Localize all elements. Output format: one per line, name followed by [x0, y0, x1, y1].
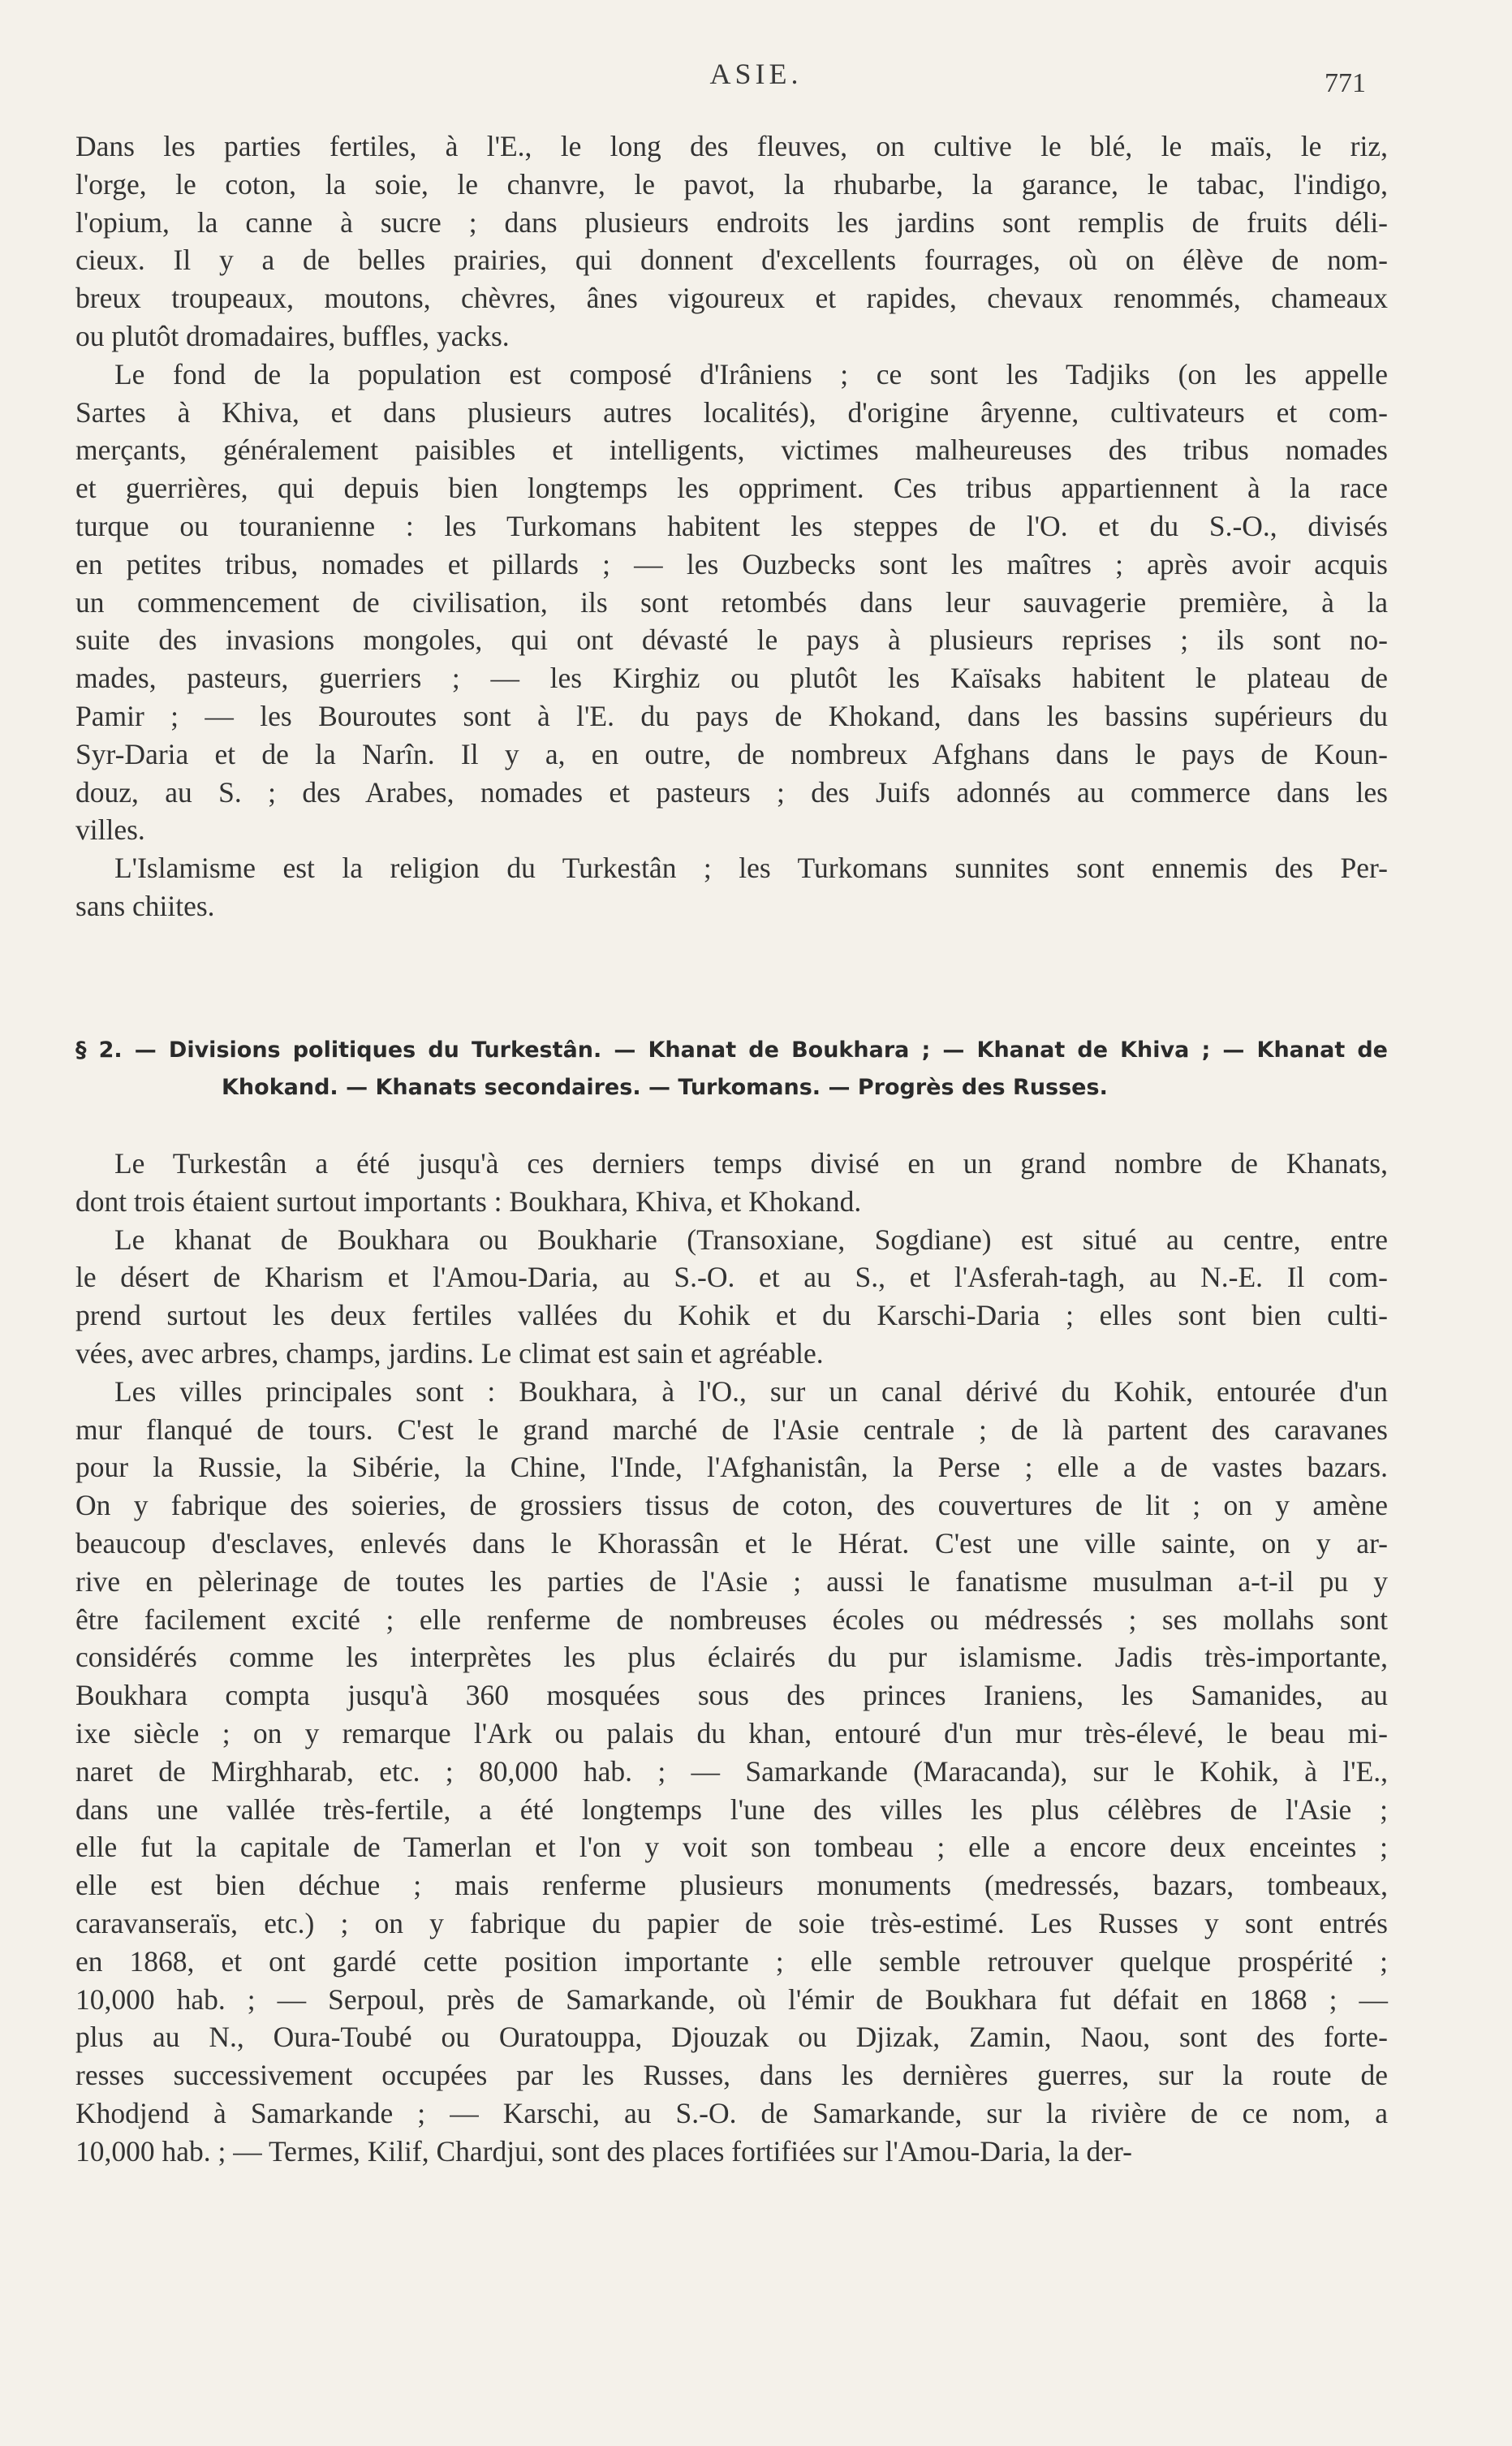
- text-line: villes.: [75, 813, 145, 847]
- page-number: 771: [1325, 68, 1366, 98]
- text-block-lower: [75, 1145, 1388, 2171]
- text-line: un commencement de civilisation, ils sont retombés dans leur sauvagerie première, à la: [75, 585, 1388, 619]
- text-line: Le Turkestân a été jusqu'à ces derniers temps divisé en un grand nombre de Khanats,: [114, 1147, 1388, 1180]
- text-line: être facilement excité ; elle renferme de nombreuses écoles ou médressés ; ses mollahs sont: [75, 1603, 1388, 1636]
- text-block-upper: [75, 127, 1388, 925]
- text-line: douz, au S. ; des Arabes, nomades et pasteurs ; des Juifs adonnés au commerce dans les: [75, 775, 1388, 809]
- text-line: naret de Mirghharab, etc. ; 80,000 hab. ; — Samarkande (Maracanda), sur le Kohik, à l'E.,: [75, 1754, 1388, 1788]
- text-line: Pamir ; — les Bouroutes sont à l'E. du pays de Khokand, dans les bassins supérieurs du: [75, 699, 1388, 732]
- text-line: mur flanqué de tours. C'est le grand marché de l'Asie centrale ; de là partent des caravanes: [75, 1413, 1388, 1446]
- text-line: L'Islamisme est la religion du Turkestân ; les Turkomans sunnites sont ennemis des Per-: [114, 852, 1388, 885]
- text-line: Le fond de la population est composé d'Irâniens ; ce sont les Tadjiks (on les appelle: [114, 357, 1388, 390]
- text-line: le désert de Kharism et l'Amou-Daria, au S.-O. et au S., et l'Asferah-tagh, au N.-E. Il com-: [75, 1261, 1388, 1294]
- text-line: plus au N., Oura-Toubé ou Ouratouppa, Djouzak ou Djizak, Zamin, Naou, sont des forte-: [75, 2021, 1388, 2054]
- text-line: Dans les parties fertiles, à l'E., le long des fleuves, on cultive le blé, le maïs, le riz,: [75, 130, 1388, 162]
- page-header: [0, 57, 1512, 106]
- paragraph: [75, 356, 1388, 849]
- text-line: pour la Russie, la Sibérie, la Chine, l'Inde, l'Afghanistân, la Perse ; elle a de vastes bazars.: [75, 1451, 1388, 1484]
- text-line: vées, avec arbres, champs, jardins. Le climat est sain et agréable.: [75, 1336, 824, 1370]
- text-line: Les villes principales sont : Boukhara, à l'O., sur un canal dérivé du Kohik, entourée d'un: [114, 1374, 1388, 1408]
- page-title: ASIE.: [709, 58, 803, 90]
- text-line: ixe siècle ; on y remarque l'Ark ou palais du khan, entouré d'un mur très-élevé, le beau mi-: [75, 1716, 1388, 1749]
- text-line: Le khanat de Boukhara ou Boukharie (Transoxiane, Sogdiane) est situé au centre, entre: [114, 1223, 1388, 1256]
- text-line: et guerrières, qui depuis bien longtemps les oppriment. Ces tribus appartiennent à la race: [75, 472, 1388, 505]
- section-heading-line: Khokand. — Khanats secondaires. — Turkomans. — Progrès des Russes.: [222, 1075, 1108, 1100]
- text-line: rive en pèlerinage de toutes les parties de l'Asie ; aussi le fanatisme musulman a-t-il pu y: [75, 1564, 1388, 1598]
- text-line: ou plutôt dromadaires, buffles, yacks.: [75, 319, 510, 352]
- text-line: Boukhara compta jusqu'à 360 mosquées sous des princes Iraniens, les Samanides, au: [75, 1679, 1388, 1712]
- text-line: mades, pasteurs, guerriers ; — les Kirghiz ou plutôt les Kaïsaks habitent le plateau de: [75, 662, 1388, 695]
- text-line: l'opium, la canne à sucre ; dans plusieurs endroits les jardins sont remplis de fruits déli-: [75, 205, 1388, 239]
- paragraph: [75, 1221, 1388, 1373]
- section-heading-line: § 2. — Divisions politiques du Turkestân. — Khanat de Boukhara ; — Khanat de Khiva ; — Khanat de: [75, 1038, 1388, 1063]
- text-line: suite des invasions mongoles, qui ont dévasté le pays à plusieurs reprises ; ils sont no-: [75, 623, 1388, 657]
- text-line: cieux. Il y a de belles prairies, qui donnent d'excellents fourrages, où on élève de nom-: [75, 244, 1388, 277]
- text-line: en petites tribus, nomades et pillards ; — les Ouzbecks sont les maîtres ; après avoir acquis: [75, 547, 1388, 580]
- text-line: prend surtout les deux fertiles vallées du Kohik et du Karschi-Daria ; elles sont bien culti-: [75, 1299, 1388, 1332]
- text-line: en 1868, et ont gardé cette position importante ; elle semble retrouver quelque prospérité ;: [75, 1944, 1388, 1978]
- text-line: dans une vallée très-fertile, a été longtemps l'une des villes les plus célèbres de l'Asie ;: [75, 1792, 1388, 1826]
- text-line: beaucoup d'esclaves, enlevés dans le Khorassân et le Hérat. C'est une ville sainte, on y ar-: [75, 1526, 1388, 1559]
- paragraph: [75, 849, 1388, 925]
- text-line: 10,000 hab. ; — Termes, Kilif, Chardjui, sont des places fortifiées sur l'Amou-Daria, la der-: [75, 2134, 1132, 2168]
- text-line: turque ou touranienne : les Turkomans habitent les steppes de l'O. et du S.-O., divisés: [75, 509, 1388, 542]
- text-line: elle fut la capitale de Tamerlan et l'on y voit son tombeau ; elle a encore deux enceintes ;: [75, 1831, 1388, 1864]
- text-line: Syr-Daria et de la Narîn. Il y a, en outre, de nombreux Afghans dans le pays de Koun-: [75, 737, 1388, 770]
- text-line: caravanseraïs, etc.) ; on y fabrique du papier de soie très-estimé. Les Russes y sont entrés: [75, 1906, 1388, 1939]
- text-line: 10,000 hab. ; — Serpoul, près de Samarkande, où l'émir de Boukhara fut défait en 1868 ; —: [75, 1982, 1388, 2016]
- text-line: Khodjend à Samarkande ; — Karschi, au S.-O. de Samarkande, sur la rivière de ce nom, a: [75, 2096, 1388, 2129]
- text-line: breux troupeaux, moutons, chèvres, ânes vigoureux et rapides, chevaux renommés, chameaux: [75, 282, 1388, 315]
- paragraph: [75, 1373, 1388, 2171]
- section-heading: [75, 1032, 1388, 1107]
- text-line: On y fabrique des soieries, de grossiers tissus de coton, des couvertures de lit ; on y amène: [75, 1489, 1388, 1522]
- text-line: considérés comme les interprètes les plus éclairés du pur islamisme. Jadis très-importante,: [75, 1641, 1388, 1674]
- text-line: Sartes à Khiva, et dans plusieurs autres localités), d'origine âryenne, cultivateurs et com-: [75, 395, 1388, 429]
- text-line: merçants, généralement paisibles et intelligents, victimes malheureuses des tribus nomades: [75, 434, 1388, 467]
- paragraph: [75, 127, 1388, 356]
- text-line: dont trois étaient surtout importants : Boukhara, Khiva, et Khokand.: [75, 1184, 862, 1218]
- text-line: sans chiites.: [75, 889, 215, 922]
- text-line: resses successivement occupées par les Russes, dans les dernières guerres, sur la route de: [75, 2059, 1388, 2092]
- paragraph: [75, 1145, 1388, 1221]
- text-line: elle est bien déchue ; mais renferme plusieurs monuments (medressés, bazars, tombeaux,: [75, 1869, 1388, 1902]
- text-line: l'orge, le coton, la soie, le chanvre, le pavot, la rhubarbe, la garance, le tabac, l'indigo,: [75, 167, 1388, 201]
